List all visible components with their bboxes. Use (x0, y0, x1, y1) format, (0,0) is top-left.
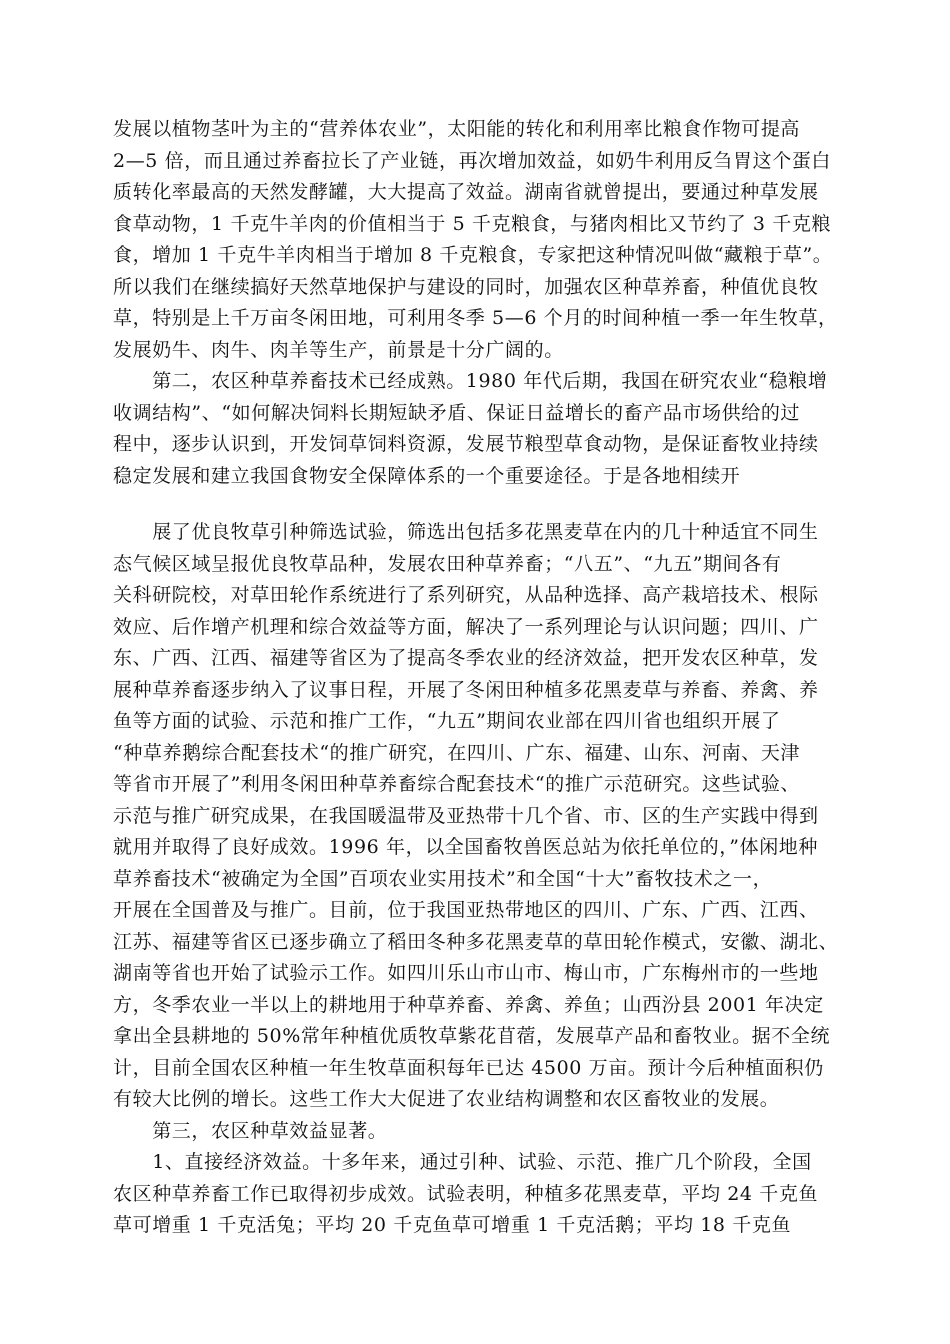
text-line: 开展在全国普及与推广。目前，位于我国亚热带地区的四川、广东、广西、江西、 (113, 899, 819, 921)
text-line: 2—5 倍，而且通过养畜拉长了产业链，再次增加效益，如奶牛利用反刍胃这个蛋白 (113, 149, 832, 172)
text-line: 展了优良牧草引种筛选试验，筛选出包括多花黑麦草在内的几十种适宜不同生 (113, 521, 819, 543)
text-line: 关科研院校，对草田轮作系统进行了系列研究，从品种选择、高产栽培技术、根际 (113, 584, 819, 606)
text-line: 食草动物，1 千克牛羊肉的价值相当于 5 千克粮食，与猪肉相比又节约了 3 千克粮 (113, 212, 832, 235)
text-line: 收调结构”、“如何解决饲料长期短缺矛盾、保证日益增长的畜产品市场供给的过 (113, 401, 801, 424)
text-line: “种草养鹅综合配套技术“的推广研究，在四川、广东、福建、山东、河南、天津 (113, 741, 801, 764)
text-line: 等省市开展了”利用冬闲田种草养畜综合配套技术“的推广示范研究。这些试验、 (113, 773, 801, 795)
text-line: 稳定发展和建立我国食物安全保障体系的一个重要途径。于是各地相续开 (113, 464, 741, 487)
text-line: 效应、后作增产机理和综合效益等方面，解决了一系列理论与认识问题；四川、广 (113, 615, 819, 638)
text-line: 第三，农区种草效益显著。 (113, 1119, 388, 1142)
text-line: 食，增加 1 千克牛羊肉相当于增加 8 千克粮食，专家把这种情况叫做“藏粮于草”。 (113, 244, 833, 266)
text-line: 质转化率最高的天然发酵罐，大大提高了效益。湖南省就曾提出，要通过种草发展 (113, 181, 819, 203)
text-line: 计，目前全国农区种植一年生牧草面积每年已达 4500 万亩。预计今后种植面积仍 (113, 1056, 824, 1079)
text-line: 草养畜技术“被确定为全国”百项农业实用技术”和全国“十大”畜牧技术之一， (113, 867, 773, 890)
text-line: 湖南等省也开始了试验示工作。如四川乐山市山市、梅山市，广东梅州市的一些地 (113, 962, 819, 984)
text-line: 江苏、福建等省区已逐步确立了稻田冬种多花黑麦草的草田轮作模式，安徽、湖北、 (113, 930, 839, 953)
text-line: 所以我们在继续搞好天然草地保护与建设的同时，加强农区种草养畜，种值优良牧 (113, 275, 819, 298)
text-line: 发展以植物茎叶为主的“营养体农业”，太阳能的转化和利用率比粮食作物可提高 (113, 118, 801, 140)
text-line: 第二，农区种草养畜技术已经成熟。1980 年代后期，我国在研究农业“稳粮增 (113, 370, 828, 392)
text-line: 拿出全县耕地的 50%常年种植优质牧草紫花苜蓿，发展草产品和畜牧业。据不全统 (113, 1025, 831, 1047)
text-line: 1、直接经济效益。十多年来，通过引种、试验、示范、推广几个阶段，全国 (113, 1151, 812, 1173)
text-line: 草，特别是上千万亩冬闲田地，可利用冬季 5—6 个月的时间种植一季一年生牧草， (113, 307, 838, 329)
text-line: 东、广西、江西、福建等省区为了提高冬季农业的经济效益，把开发农区种草，发 (113, 647, 819, 669)
text-line: 鱼等方面的试验、示范和推广工作，“九五”期间农业部在四川省也组织开展了 (113, 710, 781, 732)
text-line: 农区种草养畜工作已取得初步成效。试验表明，种植多花黑麦草，平均 24 千克鱼 (113, 1182, 819, 1205)
text-line: 程中，逐步认识到，开发饲草饲料资源，发展节粮型草食动物，是保证畜牧业持续 (113, 433, 819, 455)
text-line: 就用并取得了良好成效。1996 年，以全国畜牧兽医总站为依托单位的，”体闲地种 (113, 836, 819, 858)
text-line: 态气候区域呈报优良牧草品种，发展农田种草养畜；“八五”、“九五”期间各有 (113, 552, 782, 575)
text-line: 有较大比例的增长。这些工作大大促进了农业结构调整和农区畜牧业的发展。 (113, 1088, 780, 1110)
text-line: 发展奶牛、肉牛、肉羊等生产，前景是十分广阔的。 (113, 338, 564, 361)
text-line: 展种草养畜逐步纳入了议事日程，开展了冬闲田种植多花黑麦草与养畜、养禽、养 (113, 678, 819, 701)
text-line: 示范与推广研究成果，在我国暖温带及亚热带十几个省、市、区的生产实践中得到 (113, 804, 819, 827)
text-line: 草可增重 1 千克活兔；平均 20 千克鱼草可增重 1 千克活鹅；平均 18 千克鱼 (113, 1214, 792, 1236)
text-line: 方，冬季农业一半以上的耕地用于种草养畜、养禽、养鱼；山西汾县 2001 年决定 (113, 993, 824, 1016)
